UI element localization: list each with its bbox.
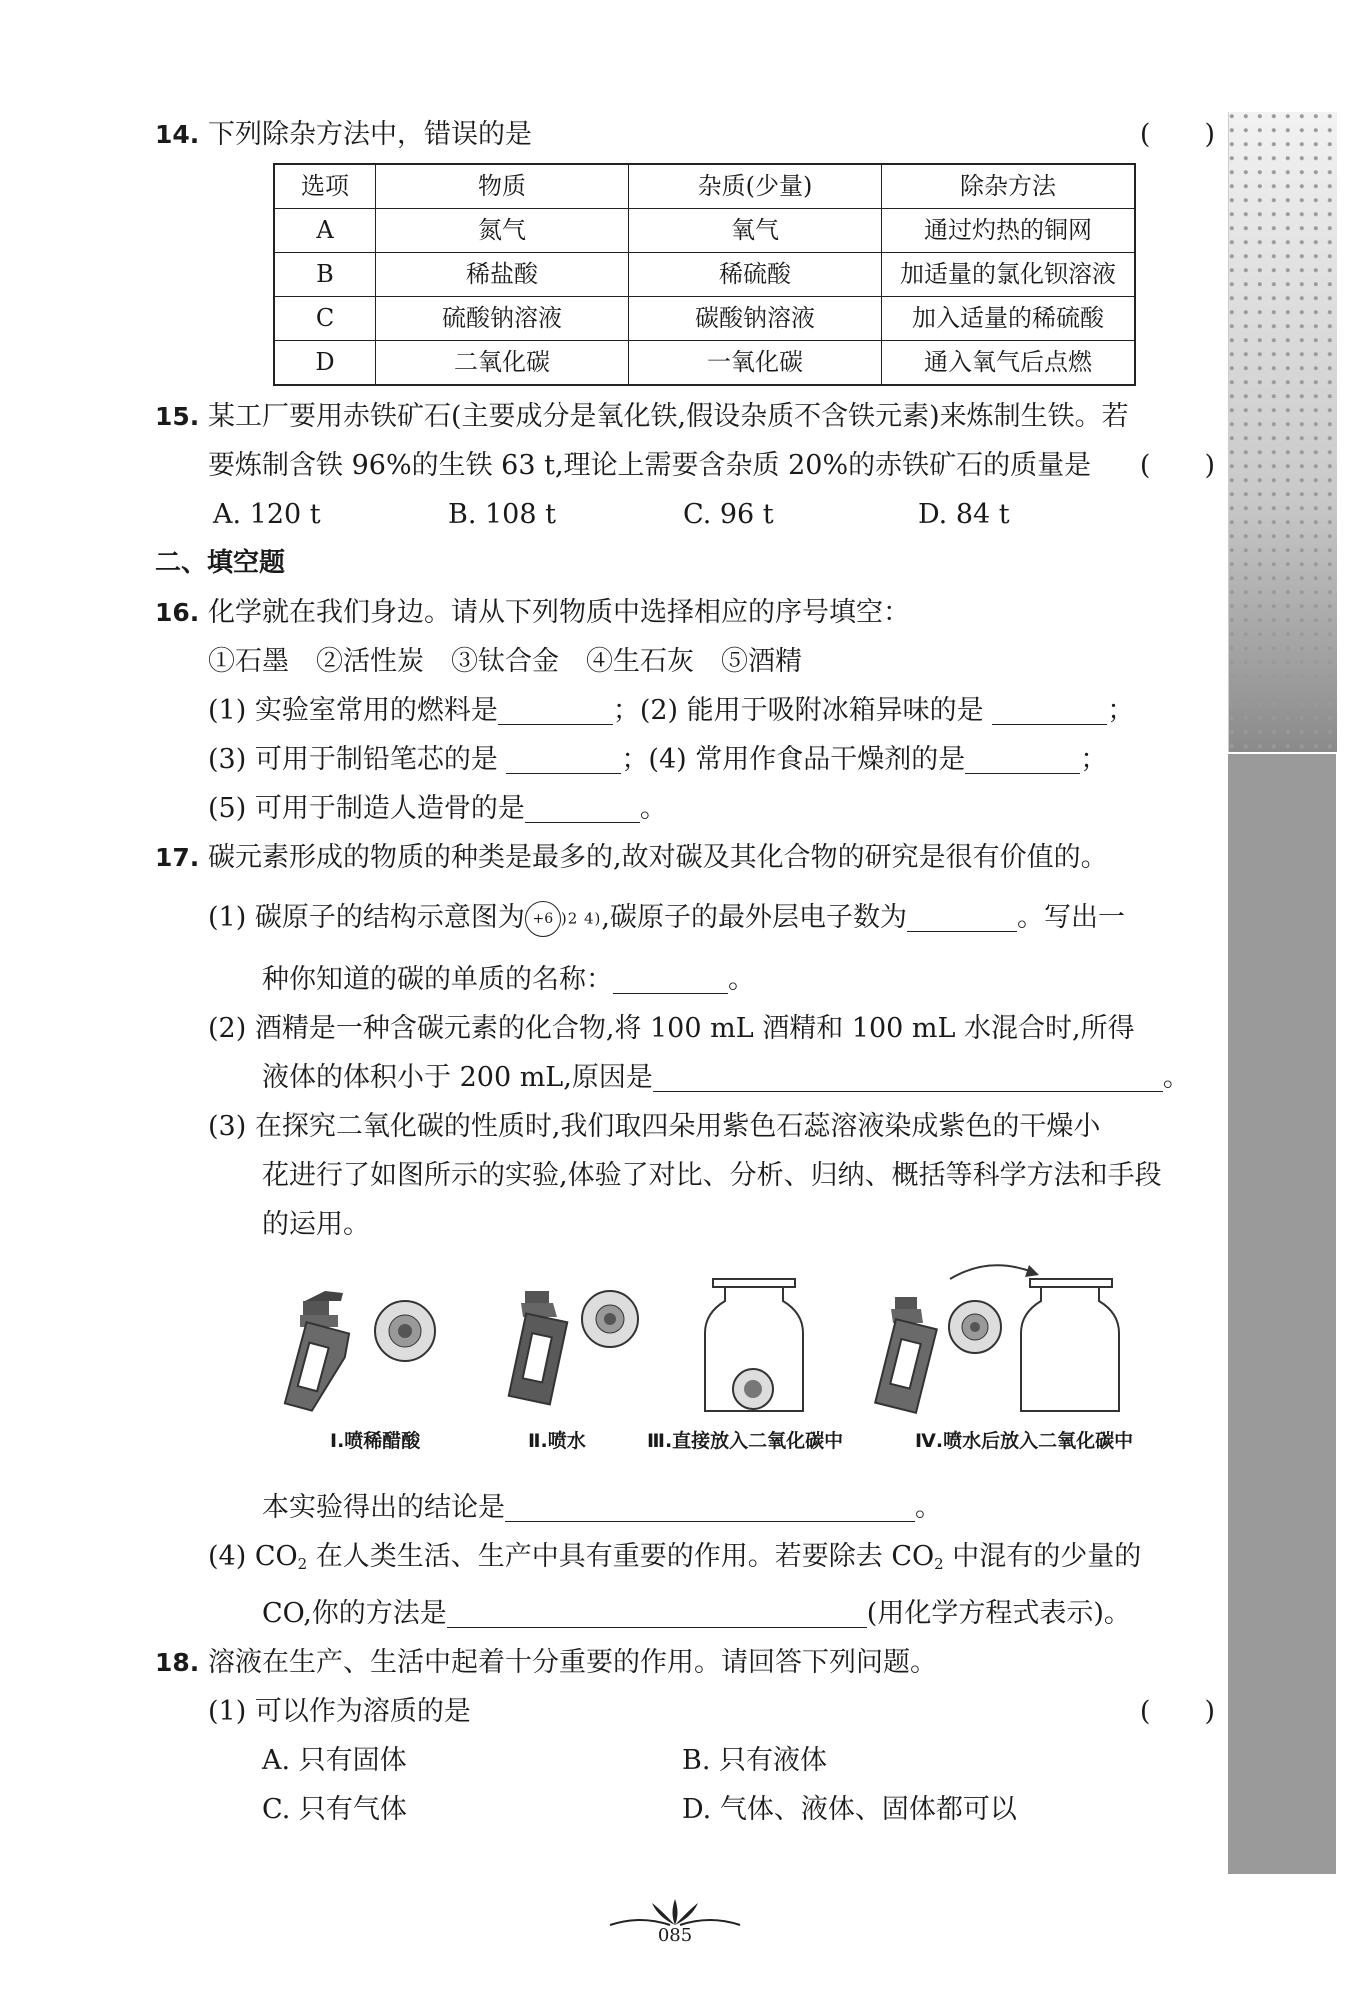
punctuation: 。 (639, 793, 667, 824)
question-18 (155, 1638, 1215, 1687)
choices-q18-row1 (155, 1736, 1215, 1785)
q17-part3-conclusion (155, 1483, 1215, 1532)
figure-caption: Ⅲ.直接放入二氧化碳中 (647, 1429, 844, 1452)
table-cell: 氮气 (376, 209, 629, 253)
atom-nucleus: +6 (525, 901, 561, 937)
question-text: 要炼制含铁 96%的生铁 63 t,理论上需要含杂质 20%的赤铁矿石的质量是 (208, 450, 1092, 481)
question-number: 15. (155, 402, 200, 431)
experiment-figure (155, 1261, 1215, 1481)
answer-blank[interactable] (992, 692, 1107, 725)
figure-caption: Ⅳ.喷水后放入二氧化碳中 (915, 1429, 1134, 1452)
question-number: 16. (155, 598, 200, 627)
table-cell: 加适量的氯化钡溶液 (882, 253, 1136, 297)
prompt-text: (5) 可用于制造人造骨的是 (208, 793, 525, 824)
question-text: 溶液在生产、生活中起着十分重要的作用。请回答下列问题。 (208, 1646, 937, 1678)
answer-blank[interactable] (506, 741, 621, 774)
choice-b: B. 108 t (448, 499, 556, 530)
answer-blank[interactable] (447, 1595, 867, 1628)
choice-d: D. 气体、液体、固体都可以 (682, 1793, 1017, 1825)
prompt-text: 种你知道的碳的单质的名称： (262, 963, 613, 995)
substance-list: ①石墨 ②活性炭 ③钛合金 ④生石灰 ⑤酒精 (208, 646, 802, 677)
question-text-line (208, 441, 1215, 490)
q17-part4 (155, 1532, 1215, 1589)
subscript: 2 (297, 1554, 308, 1573)
q18-part1 (155, 1687, 1215, 1736)
question-14 (155, 110, 1215, 159)
table-row (274, 253, 1135, 297)
answer-blank[interactable] (907, 899, 1017, 932)
q17-part3: (3) 在探究二氧化碳的性质时,我们取四朵用紫色石蕊溶液染成紫色的干燥小 (208, 1110, 1101, 1142)
prompt-text: (用化学方程式表示)。 (866, 1597, 1131, 1629)
answer-blank[interactable] (525, 790, 640, 823)
q17-part3-cont2: 的运用。 (262, 1208, 370, 1240)
table-cell: 氧气 (629, 209, 882, 253)
answer-parentheses: ( ) (1139, 450, 1215, 481)
sidebar-tab (1228, 112, 1336, 1874)
choices-q15 (155, 490, 1215, 539)
sidebar-dot-pattern (1228, 112, 1337, 752)
table-header: 除杂方法 (882, 164, 1136, 209)
table-cell: 一氧化碳 (629, 341, 882, 386)
table-row (274, 341, 1135, 386)
sidebar-label: 阶段测评(一) (36, 807, 90, 978)
electron-shells-icon: )2 4) (560, 909, 602, 928)
experiment-illustration (155, 1261, 1215, 1426)
flower-icon (733, 1369, 773, 1409)
prompt-text: 本实验得出的结论是 (262, 1491, 505, 1523)
prompt-text: 。写出一 (1017, 902, 1125, 933)
choice-d: D. 84 t (918, 499, 1010, 530)
choice-c: C. 96 t (683, 499, 774, 530)
figure-caption: Ⅱ.喷水 (528, 1429, 586, 1452)
table-cell: 二氧化碳 (376, 341, 629, 386)
flower-icon (582, 1291, 638, 1347)
question-text: 下列除杂方法中，错误的是 (208, 119, 532, 150)
answer-blank[interactable] (965, 741, 1080, 774)
table-cell: 碳酸钠溶液 (629, 297, 882, 341)
question-text: 化学就在我们身边。请从下列物质中选择相应的序号填空： (208, 597, 910, 628)
table-header: 物质 (376, 164, 629, 209)
table-cell: 稀盐酸 (376, 253, 629, 297)
choice-b: B. 只有液体 (682, 1744, 828, 1776)
punctuation: 。 (915, 1491, 942, 1523)
prompt-text: (1) 碳原子的结构示意图为 (208, 902, 525, 933)
choice-a: A. 只有固体 (262, 1744, 407, 1776)
q17-part4-cont (155, 1589, 1215, 1638)
question-number: 14. (155, 120, 200, 149)
q17-part3-cont: 花进行了如图所示的实验,体验了对比、分析、归纳、概括等科学方法和手段 (262, 1159, 1162, 1191)
table-cell: C (274, 297, 376, 341)
prompt-text: 液体的体积小于 200 mL,原因是 (262, 1061, 653, 1093)
q16-line1 (155, 686, 1215, 735)
table-cell: B (274, 253, 376, 297)
page-content (155, 110, 1215, 1834)
punctuation: 。 (728, 963, 755, 995)
table-header-row (274, 164, 1135, 209)
answer-parentheses: ( ) (1139, 1695, 1215, 1727)
prompt-text: CO,你的方法是 (262, 1597, 447, 1629)
question-number: 18. (155, 1647, 200, 1677)
answer-blank[interactable] (498, 692, 613, 725)
q17-part1-cont (155, 955, 1215, 1004)
answer-blank[interactable] (653, 1059, 1163, 1092)
question-number: 17. (155, 843, 200, 872)
q17-part2-cont (155, 1053, 1215, 1102)
table-cell: 加入适量的稀硫酸 (882, 297, 1136, 341)
table-cell: 通入氧气后点燃 (882, 341, 1136, 386)
spray-bottle-icon (509, 1291, 568, 1404)
prompt-text: ；(2) 能用于吸附冰箱异味的是 (612, 695, 993, 726)
table-cell: 稀硫酸 (629, 253, 882, 297)
flower-icon (375, 1301, 435, 1361)
choices-q18-row2 (155, 1785, 1215, 1834)
prompt-text: (1) 实验室常用的燃料是 (208, 695, 498, 726)
prompt-text: ,碳原子的最外层电子数为 (601, 902, 907, 933)
q17-part1 (155, 882, 1215, 955)
spray-bottle-icon (875, 1297, 937, 1413)
section-heading: 二、填空题 (155, 548, 286, 578)
table-cell: A (274, 209, 376, 253)
q17-part2: (2) 酒精是一种含碳元素的化合物,将 100 mL 酒精和 100 mL 水混合时,所得 (208, 1012, 1135, 1044)
answer-blank[interactable] (613, 961, 728, 994)
table-header: 选项 (274, 164, 376, 209)
prompt-text: ；(4) 常用作食品干燥剂的是 (621, 744, 966, 775)
prompt-text: 在人类生活、生产中具有重要的作用。若要除去 CO (307, 1540, 935, 1572)
choice-c: C. 只有气体 (262, 1793, 407, 1825)
subscript: 2 (934, 1554, 944, 1573)
punctuation: ； (1080, 744, 1108, 775)
table-cell: D (274, 341, 376, 386)
table-row (274, 297, 1135, 341)
prompt-text: 中混有的少量的 (943, 1540, 1142, 1572)
question-17 (155, 833, 1215, 882)
answer-parentheses: ( ) (1139, 119, 1215, 150)
q16-line2 (155, 735, 1215, 784)
table-header: 杂质(少量) (629, 164, 882, 209)
question-15 (155, 392, 1215, 490)
impurity-table (273, 163, 1136, 386)
arrow-icon (950, 1265, 1039, 1279)
page-number: 085 (657, 1925, 693, 1946)
flower-icon (949, 1301, 1001, 1353)
spray-bottle-icon (285, 1291, 351, 1415)
table-row (274, 209, 1135, 253)
prompt-text: (4) CO (208, 1540, 298, 1572)
punctuation: 。 (1162, 1061, 1190, 1093)
prompt-text: (3) 可用于制铅笔芯的是 (208, 744, 507, 775)
page-footer (600, 1895, 750, 1955)
gas-bottle-icon (1021, 1279, 1119, 1411)
question-text-line: 某工厂要用赤铁矿石(主要成分是氧化铁,假设杂质不含铁元素)来炼制生铁。若 (208, 401, 1129, 432)
table-cell: 硫酸钠溶液 (376, 297, 629, 341)
figure-caption: Ⅰ.喷稀醋酸 (330, 1429, 421, 1452)
table-cell: 通过灼热的铜网 (882, 209, 1136, 253)
ornament-icon (600, 1895, 750, 1929)
sidebar-band (1228, 754, 1336, 1874)
prompt-text: (1) 可以作为溶质的是 (208, 1695, 471, 1727)
answer-blank[interactable] (505, 1489, 915, 1522)
question-text: 碳元素形成的物质的种类是最多的,故对碳及其化合物的研究是很有价值的。 (208, 842, 1108, 873)
shell-electrons: 2 4 (567, 909, 595, 928)
question-16 (155, 588, 1215, 637)
choice-a: A. 120 t (213, 499, 321, 530)
punctuation: ； (1107, 695, 1135, 726)
q16-line3 (155, 784, 1215, 833)
